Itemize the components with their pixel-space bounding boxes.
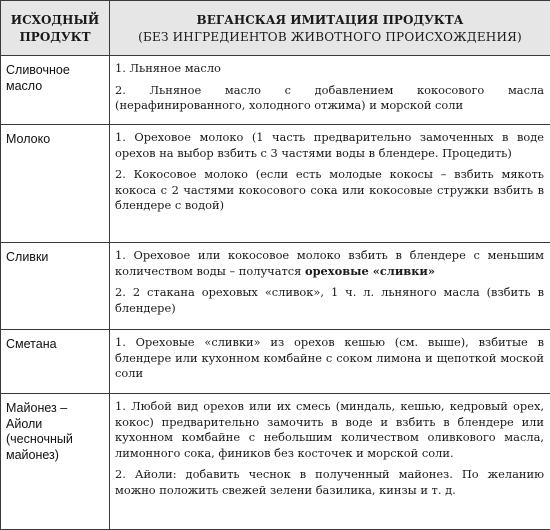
option-item: 1. Льняное масло	[115, 61, 221, 75]
product-cell: Сметана	[1, 330, 110, 394]
table-row-cream	[1, 243, 550, 330]
header-source-product	[1, 1, 110, 56]
header-vegan-imitation	[110, 1, 550, 56]
option-item	[115, 248, 544, 279]
product-cell: Молоко	[1, 125, 110, 243]
option-item: 1. Любой вид орехов или их смесь (миндаль, кешью, кедровый орех, кокос) предварительно замочить в воде и взбить в блендере или кухонном комбайне с небольшим количеством оливкового масла, лимонного сока, фиников без косточек и морской соли.	[115, 399, 544, 460]
header-source-product-label: ИСХОДНЫЙ ПРОДУКТ	[10, 13, 100, 44]
option-text: 1. Ореховое или кокосовое молоко взбить в блендере с меньшим количеством воды – получатся	[115, 248, 544, 278]
option-item: 1. Ореховое молоко (1 часть предварительно замоченных в воде орехов на выбор взбить с 3 частями воды в блендере. Процедить)	[115, 130, 544, 160]
options-cell	[110, 330, 550, 394]
table-row-milk	[1, 125, 550, 243]
option-bold-term: ореховые «сливки»	[305, 263, 435, 278]
product-cell: Сливочное масло	[1, 56, 110, 125]
option-item: 1. Ореховые «сливки» из орехов кешью (см. выше), взбитые в блендере или кухонном комбайне с соком лимона и щепоткой моской соли	[115, 335, 544, 380]
options-cell	[110, 394, 550, 530]
product-cell: Сливки	[1, 243, 110, 330]
header-vegan-subtitle: (БЕЗ ИНГРЕДИЕНТОВ ЖИВОТНОГО ПРОИСХОЖДЕНИЯ)	[138, 30, 522, 44]
table-row-mayonnaise	[1, 394, 550, 530]
option-item: 2. Кокосовое молоко (если есть молодые кокосы – взбить мякоть кокоса с 2 частями кокосового сока или кокосовые стружки взбить в блендере с водой)	[115, 167, 544, 212]
table-header-row	[1, 1, 550, 56]
option-item: 2. Льняное масло с добавлением кокосового масла (нерафинированного, холодного отжима) и морской соли	[115, 82, 544, 112]
options-cell	[110, 243, 550, 330]
header-vegan-title: ВЕГАНСКАЯ ИМИТАЦИЯ ПРОДУКТА	[196, 13, 464, 27]
table-row-butter	[1, 56, 550, 125]
option-item: 2. Айоли: добавить чеснок в полученный майонез. По желанию можно положить свежей зелени базилика, кинзы и т. д.	[115, 467, 544, 497]
product-cell: Майонез – Айоли (чесночный майонез)	[1, 394, 110, 530]
table-row-sour-cream	[1, 330, 550, 394]
option-item: 2. 2 стакана ореховых «сливок», 1 ч. л. льняного масла (взбить в блендере)	[115, 285, 544, 315]
options-cell	[110, 125, 550, 243]
options-cell	[110, 56, 550, 125]
